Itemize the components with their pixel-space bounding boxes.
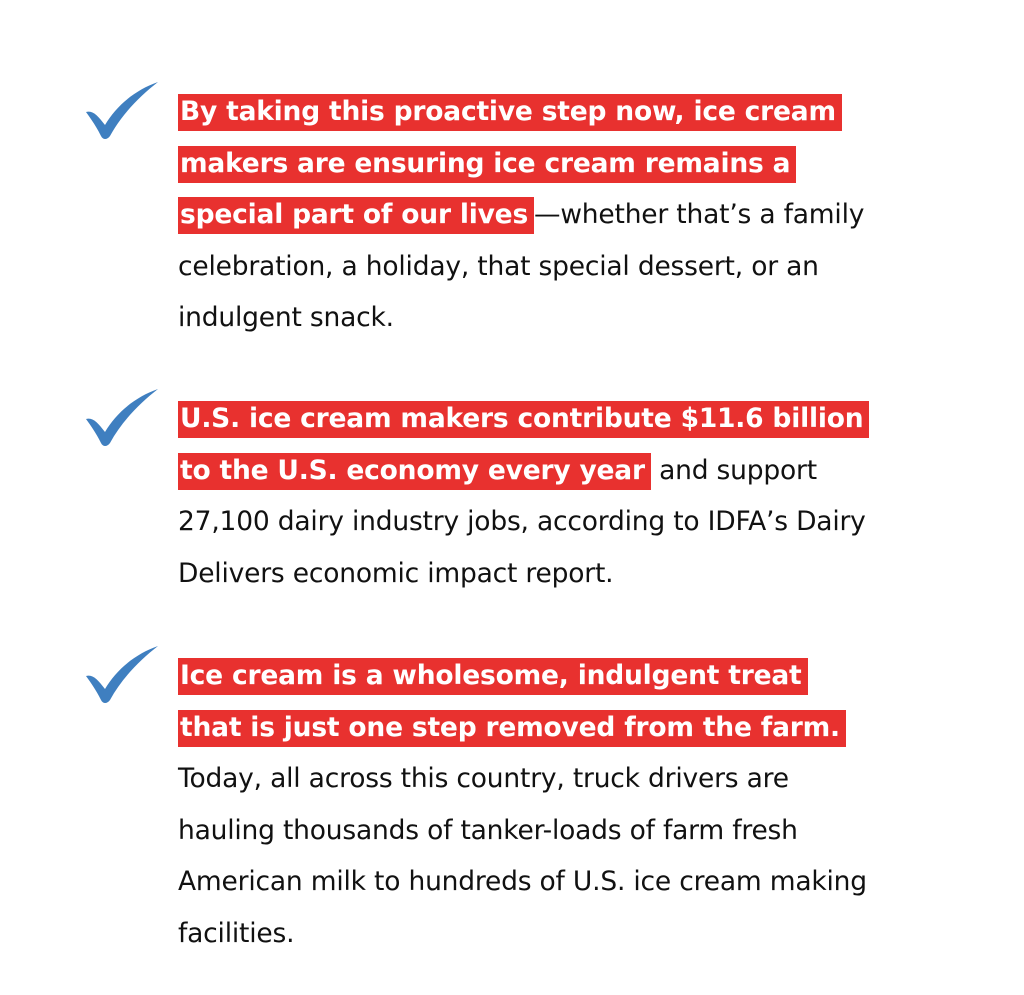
point-1-text: [178, 86, 868, 344]
checkmark-icon: [80, 385, 162, 449]
point-2-highlight: U.S. ice cream makers contribute $11.6 billion to the U.S. economy every year: [178, 401, 869, 490]
point-3-highlight: Ice cream is a wholesome, indulgent treat that is just one step removed from the farm.: [178, 658, 846, 747]
checkmark-icon: [80, 78, 162, 142]
checkmark-icon: [80, 642, 162, 706]
point-2-rest: and support 27,100 dairy industry jobs, according to IDFA’s Dairy Delivers economic impact report.: [178, 454, 866, 589]
point-3-rest: Today, all across this country, truck drivers are hauling thousands of tanker-loads of farm fresh American milk to hundreds of U.S. ice cream making facilities.: [178, 763, 867, 949]
point-3-text: [178, 650, 868, 959]
point-2-text: [178, 393, 868, 599]
point-1-rest: —whether that’s a family celebration, a holiday, that special dessert, or an indulgent snack.: [178, 199, 865, 333]
point-1-highlight: By taking this proactive step now, ice cream makers are ensuring ice cream remains a special part of our lives: [178, 94, 842, 234]
